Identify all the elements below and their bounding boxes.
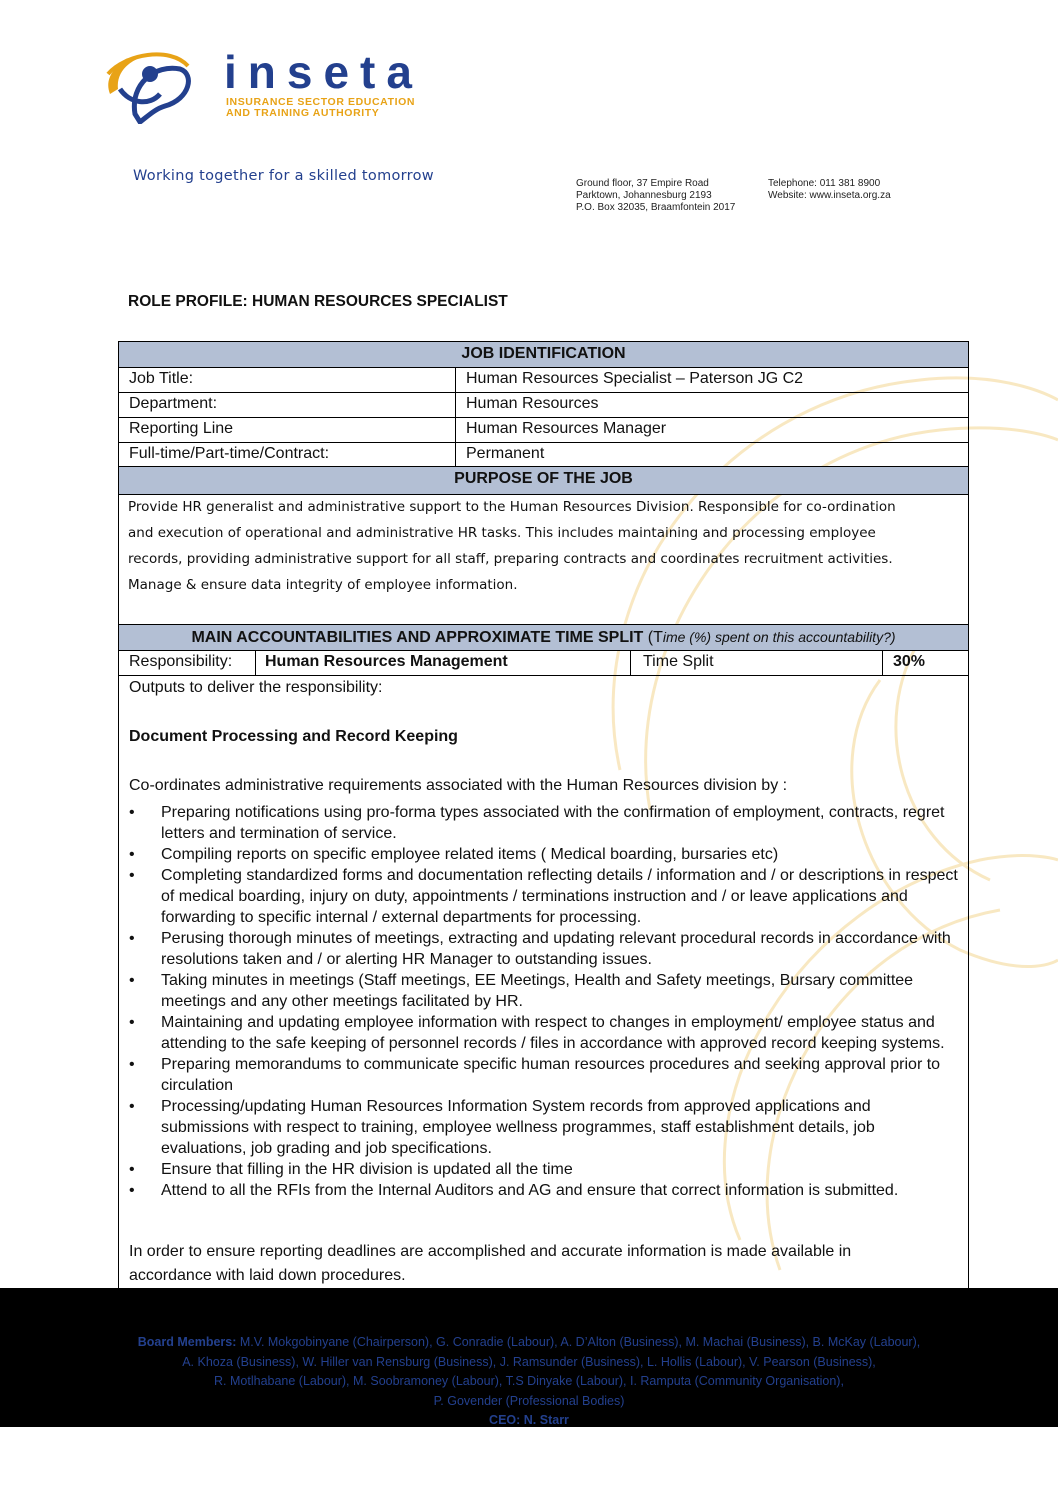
address-line: Parktown, Johannesburg 2193: [576, 190, 712, 201]
closing-text-2: accordance with laid down procedures.: [129, 1267, 406, 1284]
purpose-line: records, providing administrative support for all staff, preparing contracts and coordinates recruitment activities.: [128, 551, 893, 567]
job-title-label: Job Title:: [129, 370, 194, 387]
board-line: R. Motlhabane (Labour), M. Soobramoney (Labour), T.S Dinyake (Labour), I. Ramputa (Community Organisation),: [214, 1374, 844, 1388]
list-item: • Ensure that filling in the HR division is updated all the time: [129, 1159, 959, 1180]
list-item: • Preparing notifications using pro-forma types associated with the confirmation of employment, contracts, regret letters and termination of service.: [129, 802, 959, 844]
table-row: [119, 368, 968, 393]
address-line: P.O. Box 32035, Braamfontein 2017: [576, 202, 736, 213]
purpose-text: [128, 494, 958, 598]
board-members-label: Board Members:: [137, 1335, 237, 1349]
purpose-line: Manage & ensure data integrity of employee information.: [128, 577, 518, 593]
time-split-value: 30%: [893, 653, 926, 670]
logo-subtitle-2: AND TRAINING AUTHORITY: [226, 107, 380, 119]
table-row: [119, 393, 968, 418]
responsibility-value: Human Resources Management: [265, 653, 508, 670]
purpose-line: and execution of operational and administrative HR tasks. This includes maintaining and processing employee: [128, 525, 876, 541]
inseta-logo: [100, 44, 500, 124]
purpose-line: Provide HR generalist and administrative support to the Human Resources Division. Responsible for co-ordination: [128, 499, 896, 515]
responsibility-label: Responsibility:: [129, 653, 233, 670]
list-item: • Taking minutes in meetings (Staff meetings, EE Meetings, Health and Safety meetings, Bursary committee meetings and any other meetings facilitated by HR.: [129, 970, 959, 1012]
list-item: • Processing/updating Human Resources Information System records from approved applications and submissions with respect to training, employee wellness programmes, staff establishment details, job evaluations, job grading and job specifications.: [129, 1096, 959, 1159]
employment-type-value: Permanent: [466, 445, 545, 462]
job-identification-heading: JOB IDENTIFICATION: [119, 342, 968, 368]
time-split-label: Time Split: [643, 653, 714, 670]
closing-text-1: In order to ensure reporting deadlines are accomplished and accurate information is made available in: [129, 1243, 852, 1260]
list-item: • Maintaining and updating employee information with respect to changes in employment/ employee status and attending to the safe keeping of personnel records / files in accordance with approved record keeping systems.: [129, 1012, 959, 1054]
board-members: [0, 1333, 1058, 1431]
address-line: Ground floor, 37 Empire Road: [576, 178, 709, 189]
logo-wordmark: inseta: [224, 46, 423, 98]
job-title-value: Human Resources Specialist – Paterson JG C2: [466, 370, 804, 387]
department-label: Department:: [129, 395, 218, 412]
duties-list: [129, 802, 959, 1201]
accountabilities-heading-text: MAIN ACCOUNTABILITIES AND APPROXIMATE TIME SPLIT: [191, 629, 644, 646]
table-row: [119, 443, 968, 467]
reporting-line-value: Human Resources Manager: [466, 420, 667, 437]
accountabilities-heading-note: ime (%) spent on this accountability?): [662, 629, 896, 645]
inseta-logo-icon: [100, 44, 200, 124]
website: Website: www.inseta.org.za: [768, 190, 891, 201]
role-profile-table: [118, 341, 969, 1288]
tagline: Working together for a skilled tomorrow: [133, 168, 434, 184]
accountabilities-heading-paren: (T: [643, 629, 663, 646]
intro-text: Co-ordinates administrative requirements associated with the Human Resources division by :: [129, 777, 788, 794]
accountabilities-heading: [119, 625, 968, 651]
page-title: ROLE PROFILE: HUMAN RESOURCES SPECIALIST: [128, 293, 508, 310]
telephone: Telephone: 011 381 8900: [768, 178, 881, 189]
board-line: P. Govender (Professional Bodies): [433, 1393, 625, 1408]
logo-subtitle-1: INSURANCE SECTOR EDUCATION: [226, 96, 416, 108]
department-value: Human Resources: [466, 395, 599, 412]
list-item: • Completing standardized forms and documentation reflecting details / information and / or descriptions in respect of medical boarding, injury on duty, appointments / terminations instruction and / or leave applications and forwarding to specific internal / external departments for processing.: [129, 865, 959, 928]
employment-type-label: Full-time/Part-time/Contract:: [129, 445, 330, 462]
purpose-heading: PURPOSE OF THE JOB: [119, 467, 968, 495]
contact-block: [768, 178, 891, 202]
board-line: M.V. Mokgobinyane (Chairperson), G. Conradie (Labour), A. D’Alton (Business), M. Machai (Business), B. McKay (Labour),: [236, 1335, 921, 1349]
responsibility-row: [119, 651, 968, 676]
board-line: A. Khoza (Business), W. Hiller van Rensburg (Business), J. Ramsunder (Business), L. Hollis (Labour), V. Pearson (Business),: [182, 1354, 876, 1369]
list-item: • Attend to all the RFIs from the Internal Auditors and AG and ensure that correct information is submitted.: [129, 1180, 959, 1201]
ceo-line: CEO: N. Starr: [489, 1413, 569, 1427]
outputs-label: Outputs to deliver the responsibility:: [129, 679, 383, 696]
address-block: [576, 178, 735, 214]
list-item: • Preparing memorandums to communicate specific human resources procedures and seeking approval prior to circulation: [129, 1054, 959, 1096]
section-title: Document Processing and Record Keeping: [129, 728, 458, 745]
reporting-line-label: Reporting Line: [129, 420, 234, 437]
list-item: • Compiling reports on specific employee related items ( Medical boarding, bursaries etc): [129, 844, 959, 865]
table-row: [119, 418, 968, 443]
list-item: • Perusing thorough minutes of meetings, extracting and updating relevant procedural records in accordance with resolutions taken and / or alerting HR Manager to outstanding issues.: [129, 928, 959, 970]
